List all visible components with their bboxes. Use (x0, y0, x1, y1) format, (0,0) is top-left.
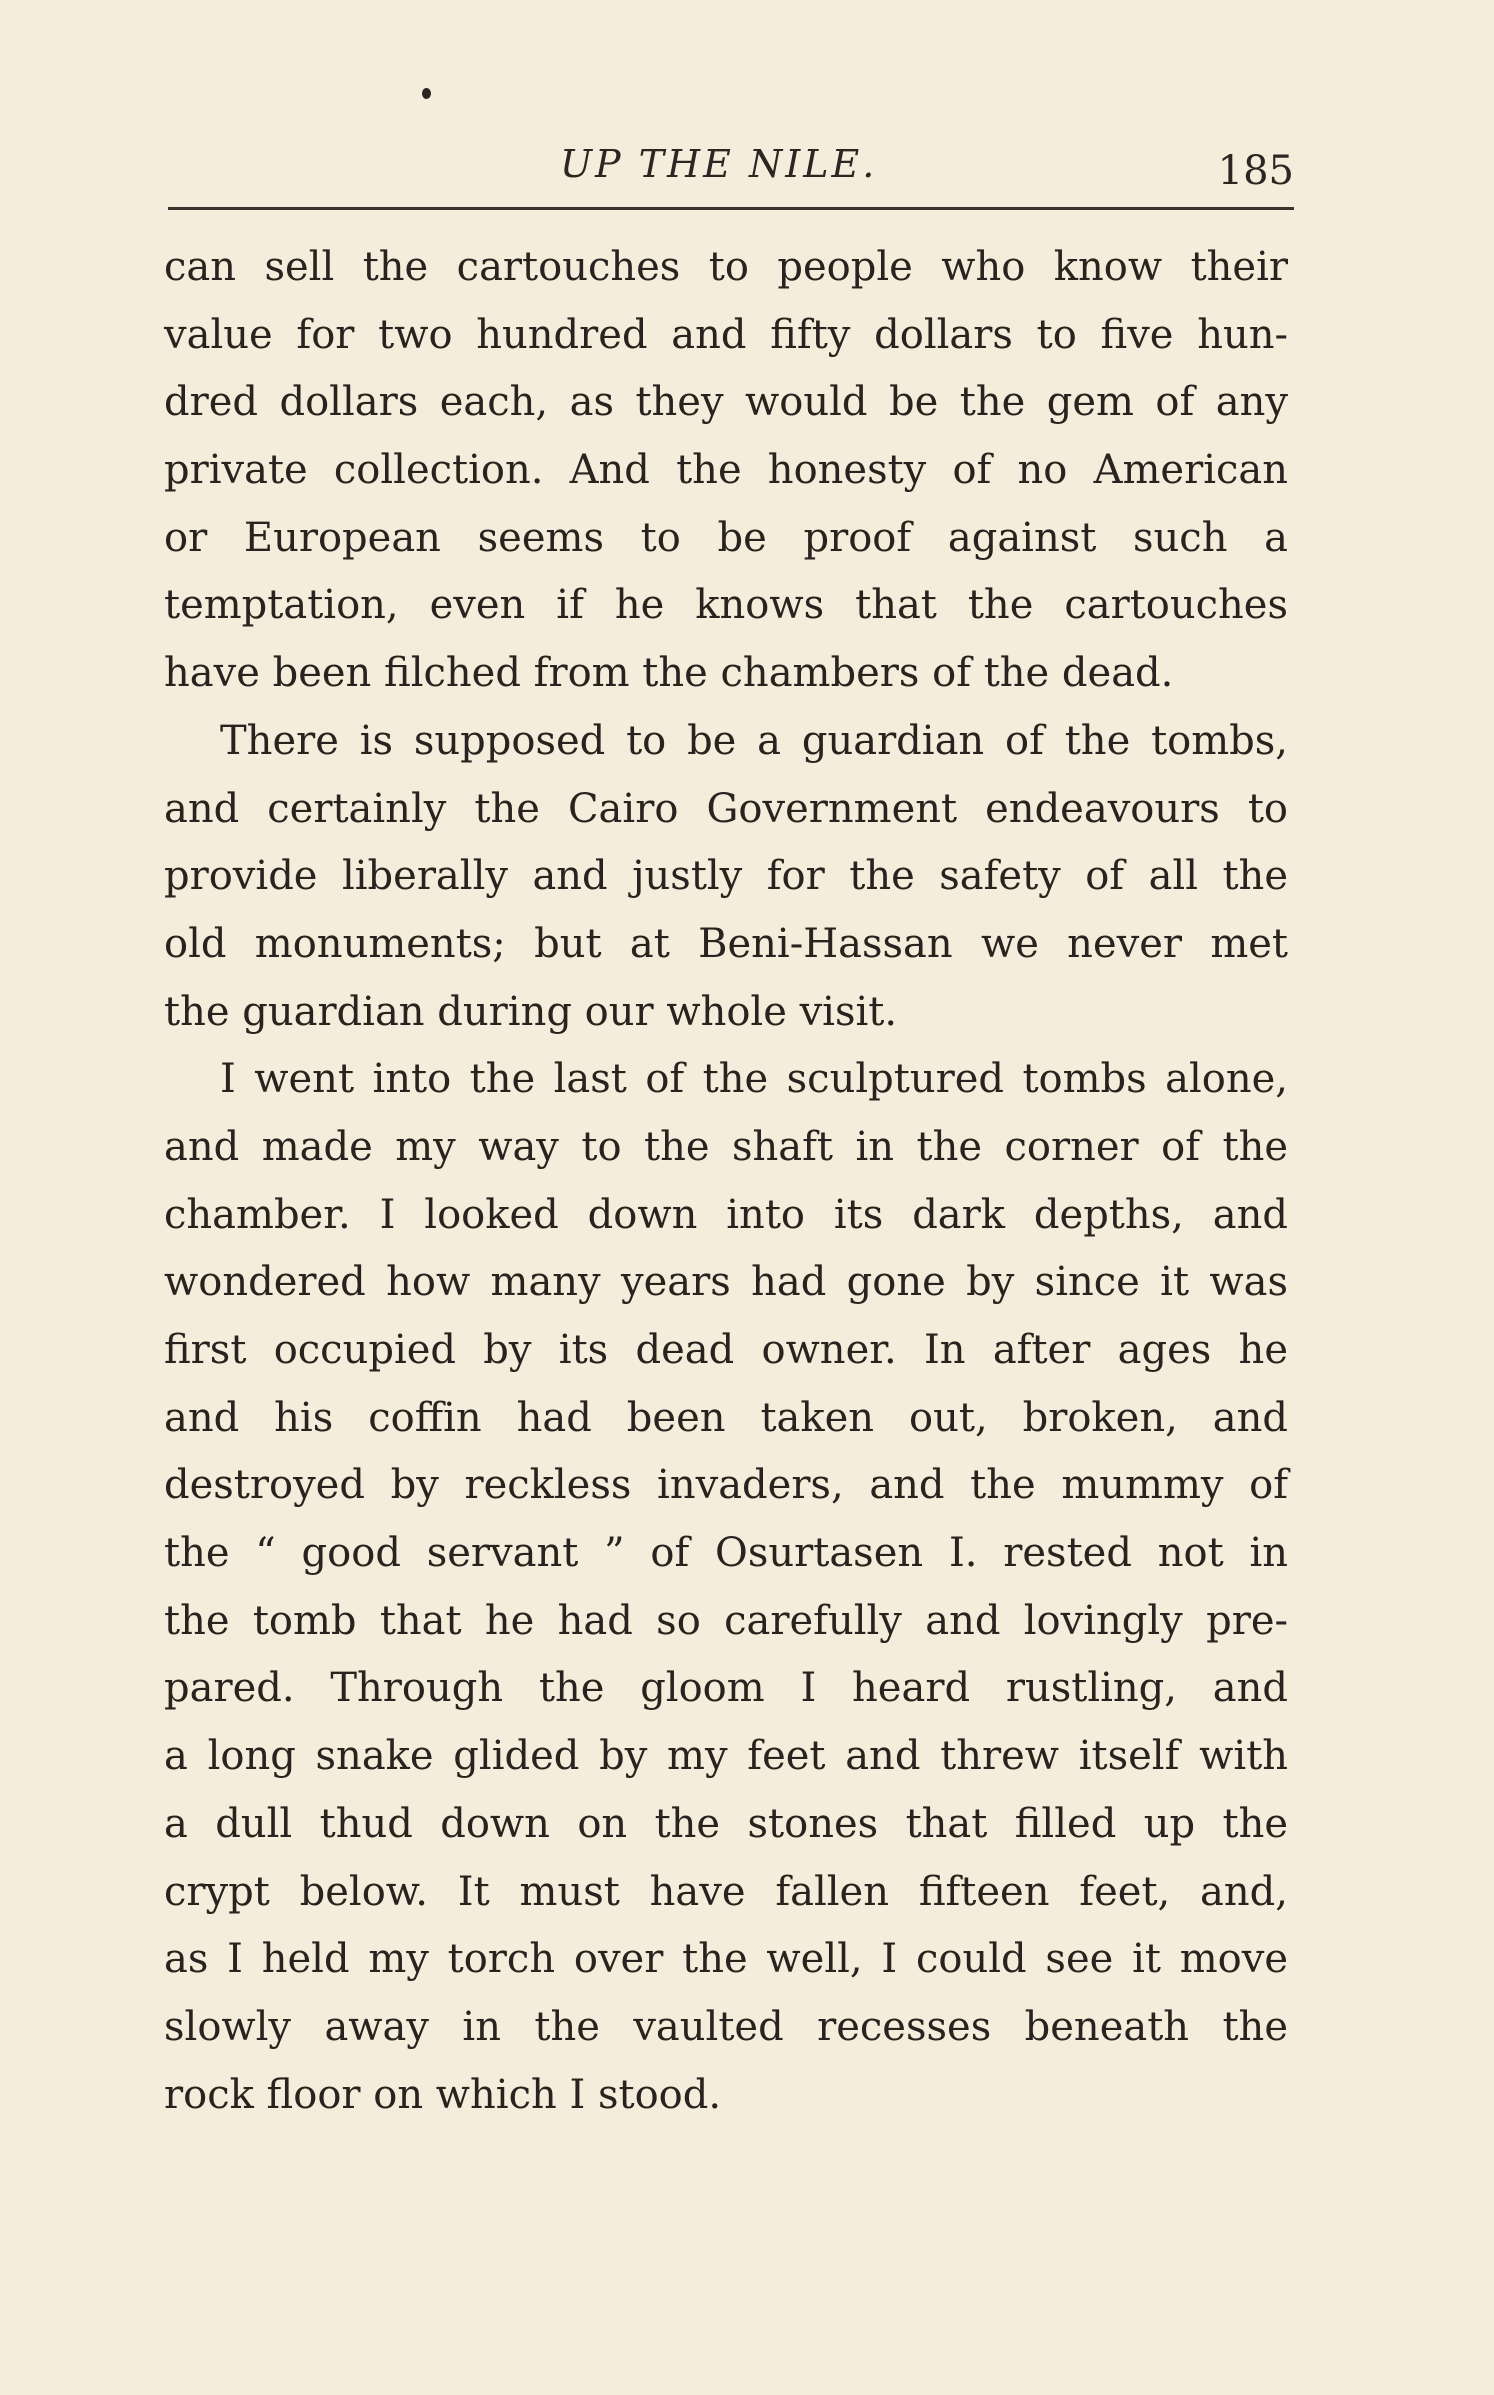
text-line: and made my way to the shaft in the corner of the (164, 1123, 1288, 1170)
text-line: the guardian during our whole visit. (164, 988, 898, 1035)
text-line: rock floor on which I stood. (164, 2071, 722, 2118)
text-line: as I held my torch over the well, I could see it move (164, 1936, 1288, 1983)
text-line: provide liberally and justly for the safety of all the (164, 853, 1288, 900)
text-line: and his coffin had been taken out, broken, and (164, 1394, 1288, 1441)
text-line: crypt below. It must have fallen fifteen feet, and, (164, 1868, 1288, 1915)
text-line: value for two hundred and fifty dollars to five hun- (164, 311, 1288, 358)
text-line: slowly away in the vaulted recesses beneath the (164, 2003, 1288, 2050)
text-line: a dull thud down on the stones that filled up the (164, 1800, 1288, 1847)
text-line: pared. Through the gloom I heard rustling, and (164, 1665, 1288, 1712)
header-rule (168, 207, 1294, 210)
text-line: chamber. I looked down into its dark depths, and (164, 1191, 1288, 1238)
text-line: old monuments; but at Beni-Hassan we never met (164, 920, 1288, 967)
text-line: have been filched from the chambers of the dead. (164, 650, 1174, 697)
text-line: dred dollars each, as they would be the gem of any (164, 379, 1288, 426)
paragraph-start-line: I went into the last of the sculptured tombs alone, (220, 1056, 1288, 1103)
text-line: can sell the cartouches to people who know their (164, 244, 1288, 290)
page-header (164, 142, 1294, 196)
text-line: or European seems to be proof against such a (164, 514, 1288, 561)
text-line: the tomb that he had so carefully and lovingly pre- (164, 1597, 1288, 1644)
text-line: the “ good servant ” of Osurtasen I. rested not in (164, 1530, 1288, 1577)
ink-speck (422, 88, 431, 99)
text-line: wondered how many years had gone by since it was (164, 1259, 1288, 1306)
text-line: destroyed by reckless invaders, and the mummy of (164, 1462, 1288, 1509)
body-text (164, 234, 1288, 2129)
text-line: temptation, even if he knows that the cartouches (164, 582, 1288, 629)
paragraph-start-line: There is supposed to be a guardian of the tombs, (220, 717, 1288, 764)
running-title: UP THE NILE. (560, 142, 878, 186)
text-line: first occupied by its dead owner. In after ages he (164, 1327, 1288, 1373)
page-number: 185 (1217, 148, 1294, 194)
text-line: and certainly the Cairo Government endeavours to (164, 785, 1288, 832)
text-line: private collection. And the honesty of no American (164, 447, 1288, 494)
text-line: a long snake glided by my feet and threw itself with (164, 1733, 1288, 1780)
